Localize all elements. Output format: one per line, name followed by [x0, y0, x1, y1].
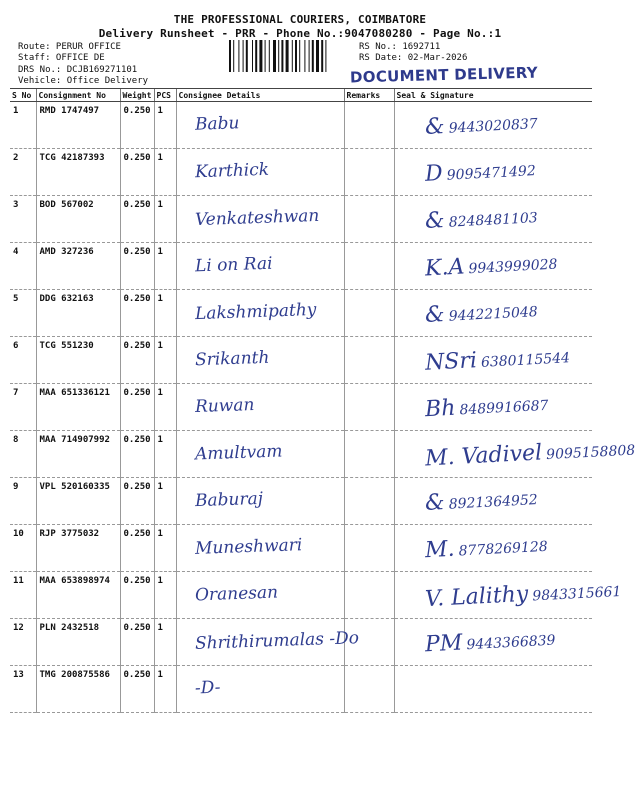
pieces-count: 1 — [154, 619, 176, 666]
serial-number: 2 — [10, 149, 36, 196]
signature-cell — [394, 666, 592, 713]
drs-number: DRS No.: DCJB169271101 — [18, 65, 138, 75]
table-row — [10, 337, 592, 384]
weight-value: 0.250 — [120, 102, 154, 149]
barcode-bar — [229, 40, 231, 72]
signature-mark — [424, 577, 621, 612]
signature-mark — [424, 436, 635, 472]
pieces-count: 1 — [154, 384, 176, 431]
signature-mark — [424, 391, 549, 422]
signature-cell — [394, 243, 592, 290]
signature-mark — [424, 109, 538, 140]
signature-scribble: & — [423, 489, 445, 516]
col-header-signature: Seal & Signature — [394, 89, 592, 102]
rs-number: RS No.: 1692711 — [359, 42, 441, 52]
consignment-number: AMD 327236 — [36, 243, 120, 290]
consignment-number: RMD 1747497 — [36, 102, 120, 149]
signature-phone: 8921364952 — [447, 492, 538, 513]
col-header-pcs: PCS — [154, 89, 176, 102]
signature-phone — [428, 683, 429, 699]
barcode-image — [229, 40, 355, 72]
signature-phone: 9943999028 — [467, 256, 558, 278]
consignee-handwritten-name: Li on Rai — [194, 253, 273, 277]
col-header-weight: Weight — [120, 89, 154, 102]
document-delivery-stamp: DOCUMENT DELIVERY — [349, 63, 539, 87]
consignee-handwritten-name: Venkateshwan — [194, 205, 320, 231]
weight-value: 0.250 — [120, 525, 154, 572]
consignee-cell — [176, 666, 344, 713]
sheet-subtitle: Delivery Runsheet - PRR - Phone No.:9047080280 - Page No.:1 — [98, 27, 502, 40]
serial-number: 8 — [10, 431, 36, 478]
remarks-cell — [344, 102, 394, 149]
col-header-consignment: Consignment No — [36, 89, 120, 102]
consignee-cell — [176, 384, 344, 431]
runsheet-table — [10, 88, 635, 713]
consignee-cell — [176, 619, 359, 666]
col-header-sno: S No — [10, 89, 36, 102]
consignee-handwritten-name: Muneshwari — [194, 535, 303, 559]
signature-scribble: D — [423, 160, 443, 187]
remarks-cell — [344, 337, 394, 384]
table-row — [10, 478, 592, 525]
signature-phone: 8248481103 — [447, 210, 538, 231]
remarks-cell — [344, 196, 394, 243]
serial-number: 1 — [10, 102, 36, 149]
signature-phone: 9095158808 — [545, 442, 635, 464]
consignee-handwritten-name: Amultvam — [194, 441, 283, 465]
signature-mark — [424, 676, 429, 701]
remarks-cell — [344, 525, 394, 572]
signature-mark — [424, 156, 536, 187]
consignee-cell — [176, 290, 344, 337]
pieces-count: 1 — [154, 572, 176, 619]
remarks-cell — [344, 149, 394, 196]
barcode-bar — [292, 40, 293, 72]
signature-cell — [394, 478, 592, 525]
serial-number: 3 — [10, 196, 36, 243]
signature-scribble: & — [423, 301, 445, 328]
signature-phone: 9095471492 — [445, 163, 536, 184]
signature-cell — [394, 572, 622, 619]
serial-number: 6 — [10, 337, 36, 384]
route-label: Route: PERUR OFFICE — [18, 42, 121, 52]
sheet-title: THE PROFESSIONAL COURIERS, COIMBATORE — [173, 13, 427, 26]
signature-phone: 6380115544 — [480, 350, 570, 371]
signature-scribble: M. — [423, 536, 455, 564]
weight-value: 0.250 — [120, 196, 154, 243]
signature-phone: 9442215048 — [447, 304, 538, 325]
signature-mark — [424, 250, 558, 282]
remarks-cell — [344, 478, 394, 525]
signature-mark — [424, 297, 538, 328]
barcode-bar — [273, 40, 276, 72]
barcode-bar — [246, 40, 248, 72]
consignment-number: MAA 651336121 — [36, 384, 120, 431]
signature-phone: 8489916687 — [458, 397, 549, 419]
remarks-cell — [344, 431, 394, 478]
pieces-count: 1 — [154, 149, 176, 196]
consignment-number: VPL 520160335 — [36, 478, 120, 525]
signature-cell — [394, 149, 592, 196]
serial-number: 13 — [10, 666, 36, 713]
pieces-count: 1 — [154, 290, 176, 337]
signature-cell — [394, 525, 592, 572]
consignee-handwritten-name: Baburaj — [194, 488, 263, 512]
signature-mark — [424, 203, 538, 234]
consignee-cell — [176, 572, 344, 619]
barcode-bar — [325, 40, 326, 72]
consignee-handwritten-name: Karthick — [194, 159, 269, 183]
consignee-cell — [176, 337, 344, 384]
pieces-count: 1 — [154, 478, 176, 525]
remarks-cell — [344, 290, 394, 337]
pieces-count: 1 — [154, 666, 176, 713]
barcode-bar — [243, 40, 244, 72]
consignee-cell — [176, 478, 344, 525]
rs-date: RS Date: 02-Mar-2026 — [359, 53, 468, 63]
barcode-bar — [309, 40, 310, 72]
barcode-bar — [238, 40, 239, 72]
signature-mark — [424, 532, 548, 563]
signature-cell — [394, 196, 592, 243]
barcode-bar — [321, 40, 323, 72]
table-row — [10, 102, 592, 149]
pieces-count: 1 — [154, 431, 176, 478]
table-row — [10, 196, 592, 243]
pieces-count: 1 — [154, 102, 176, 149]
consignee-cell — [176, 431, 344, 478]
serial-number: 7 — [10, 384, 36, 431]
remarks-cell — [344, 243, 394, 290]
serial-number: 11 — [10, 572, 36, 619]
consignee-cell — [176, 196, 344, 243]
table-row — [10, 619, 592, 666]
serial-number: 12 — [10, 619, 36, 666]
consignee-cell — [176, 243, 344, 290]
signature-mark — [424, 626, 556, 658]
barcode-bar — [265, 40, 266, 72]
weight-value: 0.250 — [120, 337, 154, 384]
col-header-consignee: Consignee Details — [176, 89, 344, 102]
barcode-bar — [281, 40, 283, 72]
table-header-row — [10, 89, 592, 102]
signature-scribble: K.A — [423, 254, 465, 282]
table-row — [10, 666, 592, 713]
pieces-count: 1 — [154, 337, 176, 384]
serial-number: 10 — [10, 525, 36, 572]
staff-label: Staff: OFFICE DE — [18, 53, 105, 63]
signature-scribble: Bh — [423, 395, 456, 423]
consignment-number: MAA 714907992 — [36, 431, 120, 478]
table-row — [10, 149, 592, 196]
consignee-handwritten-name: -D- — [194, 677, 221, 699]
consignee-cell — [176, 102, 344, 149]
consignment-number: RJP 3775032 — [36, 525, 120, 572]
consignment-number: TCG 551230 — [36, 337, 120, 384]
weight-value: 0.250 — [120, 572, 154, 619]
signature-scribble: & — [423, 113, 445, 140]
serial-number: 5 — [10, 290, 36, 337]
consignee-cell — [176, 525, 344, 572]
signature-mark — [424, 343, 570, 376]
serial-number: 9 — [10, 478, 36, 525]
consignee-handwritten-name: Babu — [194, 113, 240, 135]
barcode-bar — [316, 40, 319, 72]
barcode-bar — [259, 40, 262, 72]
barcode-bar — [269, 40, 270, 72]
consignment-number: TCG 42187393 — [36, 149, 120, 196]
signature-scribble: M. Vadivel — [423, 440, 543, 472]
signature-cell — [394, 102, 592, 149]
barcode-bar — [233, 40, 234, 72]
weight-value: 0.250 — [120, 384, 154, 431]
consignee-handwritten-name: Shrithirumalas -Do — [194, 628, 359, 654]
signature-phone: 9443020837 — [447, 116, 538, 137]
signature-scribble — [424, 676, 425, 701]
weight-value: 0.250 — [120, 478, 154, 525]
signature-phone: 9443366839 — [465, 632, 556, 654]
barcode-bar — [312, 40, 314, 72]
serial-number: 4 — [10, 243, 36, 290]
signature-cell — [394, 290, 592, 337]
table-row — [10, 572, 592, 619]
remarks-cell — [344, 666, 394, 713]
table-row — [10, 243, 592, 290]
signature-phone: 8778269128 — [457, 538, 548, 560]
consignment-number: PLN 2432518 — [36, 619, 120, 666]
signature-scribble: PM — [423, 630, 463, 658]
consignee-handwritten-name: Srikanth — [194, 347, 270, 371]
consignment-number: BOD 567002 — [36, 196, 120, 243]
remarks-cell — [344, 572, 394, 619]
consignee-handwritten-name: Lakshmipathy — [194, 299, 317, 325]
pieces-count: 1 — [154, 196, 176, 243]
weight-value: 0.250 — [120, 431, 154, 478]
barcode-bar — [255, 40, 257, 72]
vehicle-label: Vehicle: Office Delivery — [18, 76, 149, 86]
weight-value: 0.250 — [120, 619, 154, 666]
table-row — [10, 431, 592, 478]
signature-scribble: V. Lalithy — [423, 581, 529, 613]
barcode-bar — [278, 40, 279, 72]
signature-cell — [394, 619, 592, 666]
consignee-handwritten-name: Ruwan — [194, 394, 255, 418]
consignee-handwritten-name: Oranesan — [194, 582, 278, 606]
weight-value: 0.250 — [120, 243, 154, 290]
remarks-cell — [344, 384, 394, 431]
barcode-bar — [299, 40, 300, 72]
barcode-bar — [252, 40, 253, 72]
weight-value: 0.250 — [120, 666, 154, 713]
signature-cell — [394, 384, 592, 431]
consignment-number: MAA 653898974 — [36, 572, 120, 619]
signature-scribble: & — [423, 207, 445, 234]
weight-value: 0.250 — [120, 149, 154, 196]
signature-cell — [394, 431, 635, 478]
weight-value: 0.250 — [120, 290, 154, 337]
consignment-number: DDG 632163 — [36, 290, 120, 337]
signature-phone: 9843315661 — [531, 583, 622, 605]
table-row — [10, 525, 592, 572]
table-row — [10, 290, 592, 337]
col-header-remarks: Remarks — [344, 89, 394, 102]
consignee-cell — [176, 149, 344, 196]
barcode-bar — [286, 40, 289, 72]
signature-mark — [424, 485, 538, 516]
consignment-number: TMG 200875586 — [36, 666, 120, 713]
signature-scribble: NSri — [423, 348, 478, 376]
pieces-count: 1 — [154, 243, 176, 290]
barcode-bar — [295, 40, 297, 72]
barcode-bar — [304, 40, 305, 72]
pieces-count: 1 — [154, 525, 176, 572]
table-row — [10, 384, 592, 431]
signature-cell — [394, 337, 592, 384]
